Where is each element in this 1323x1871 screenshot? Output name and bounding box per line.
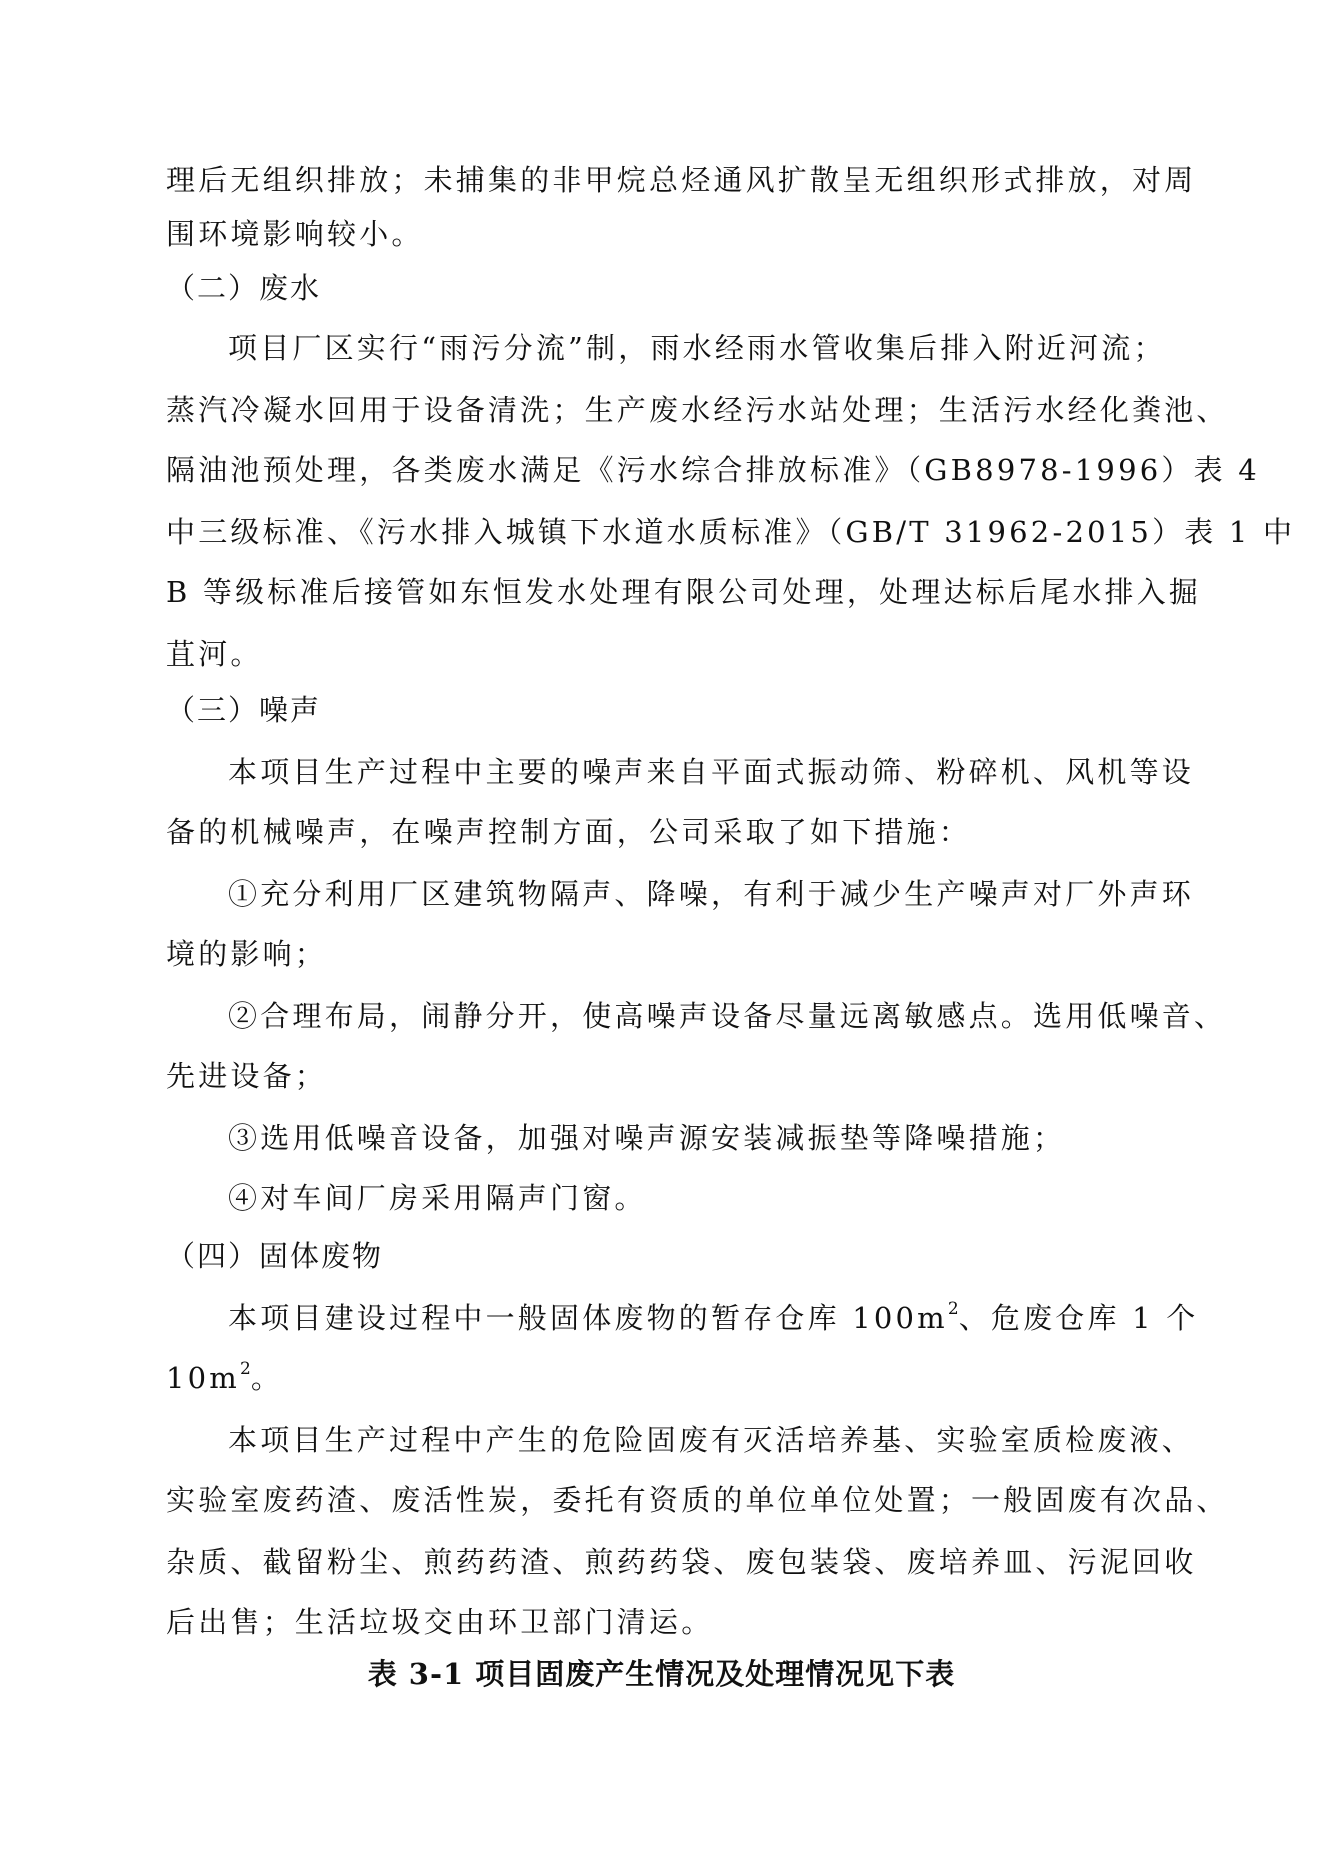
paragraph-line: 隔油池预处理，各类废水满足《污水综合排放标准》（GB8978-1996）表 4: [166, 453, 1260, 487]
text-span: 、危废仓库 1 个: [958, 1301, 1199, 1335]
text-span: 本项目建设过程中一般固体废物的暂存仓库 100m: [228, 1301, 948, 1335]
superscript: 2: [947, 1299, 959, 1320]
paragraph-line: 先进设备；: [166, 1059, 328, 1093]
paragraph-line: 项目厂区实行“雨污分流”制，雨水经雨水管收集后排入附近河流；: [228, 331, 1166, 365]
paragraph-line: 围环境影响较小。: [166, 217, 424, 251]
text-span: 。: [250, 1361, 284, 1395]
section-heading-wastewater: （二）废水: [166, 271, 322, 305]
paragraph-line: 后出售；生活垃圾交由环卫部门清运。: [166, 1605, 714, 1639]
paragraph-line: 理后无组织排放；未捕集的非甲烷总烃通风扩散呈无组织形式排放，对周: [166, 163, 1197, 197]
section-heading-noise: （三）噪声: [166, 693, 322, 727]
table-caption: 表 3-1 项目固废产生情况及处理情况见下表: [367, 1657, 956, 1691]
superscript: 2: [240, 1359, 251, 1380]
paragraph-line: 本项目生产过程中主要的噪声来自平面式振动筛、粉碎机、风机等设: [228, 755, 1195, 789]
text-span: 10m: [166, 1361, 241, 1395]
list-item: ②合理布局，闹静分开，使高噪声设备尽量远离敏感点。选用低噪音、: [228, 999, 1227, 1033]
paragraph-line: 备的机械噪声，在噪声控制方面，公司采取了如下措施：: [166, 815, 972, 849]
section-heading-solid-waste: （四）固体废物: [166, 1239, 384, 1273]
list-item: ③选用低噪音设备，加强对噪声源安装减振垫等降噪措施；: [228, 1121, 1066, 1155]
paragraph-line: 实验室废药渣、废活性炭，委托有资质的单位单位处置；一般固废有次品、: [166, 1483, 1229, 1517]
list-item: ①充分利用厂区建筑物隔声、降噪，有利于减少生产噪声对厂外声环: [228, 877, 1195, 911]
paragraph-line: 杂质、截留粉尘、煎药药渣、煎药药袋、废包装袋、废培养皿、污泥回收: [166, 1545, 1197, 1579]
paragraph-line: [228, 1298, 1198, 1338]
paragraph-line: 境的影响；: [166, 937, 328, 971]
paragraph-line: 苴河。: [166, 637, 263, 671]
paragraph-line: 蒸汽冷凝水回用于设备清洗；生产废水经污水站处理；生活污水经化粪池、: [166, 393, 1229, 427]
paragraph-line: 本项目生产过程中产生的危险固废有灭活培养基、实验室质检废液、: [228, 1423, 1195, 1457]
paragraph-line: 中三级标准、《污水排入城镇下水道水质标准》（GB/T 31962-2015）表 1 中: [166, 515, 1296, 549]
paragraph-line: [166, 1358, 283, 1398]
list-item: ④对车间厂房采用隔声门窗。: [228, 1181, 647, 1215]
paragraph-line: B 等级标准后接管如东恒发水处理有限公司处理，处理达标后尾水排入掘: [166, 575, 1202, 609]
